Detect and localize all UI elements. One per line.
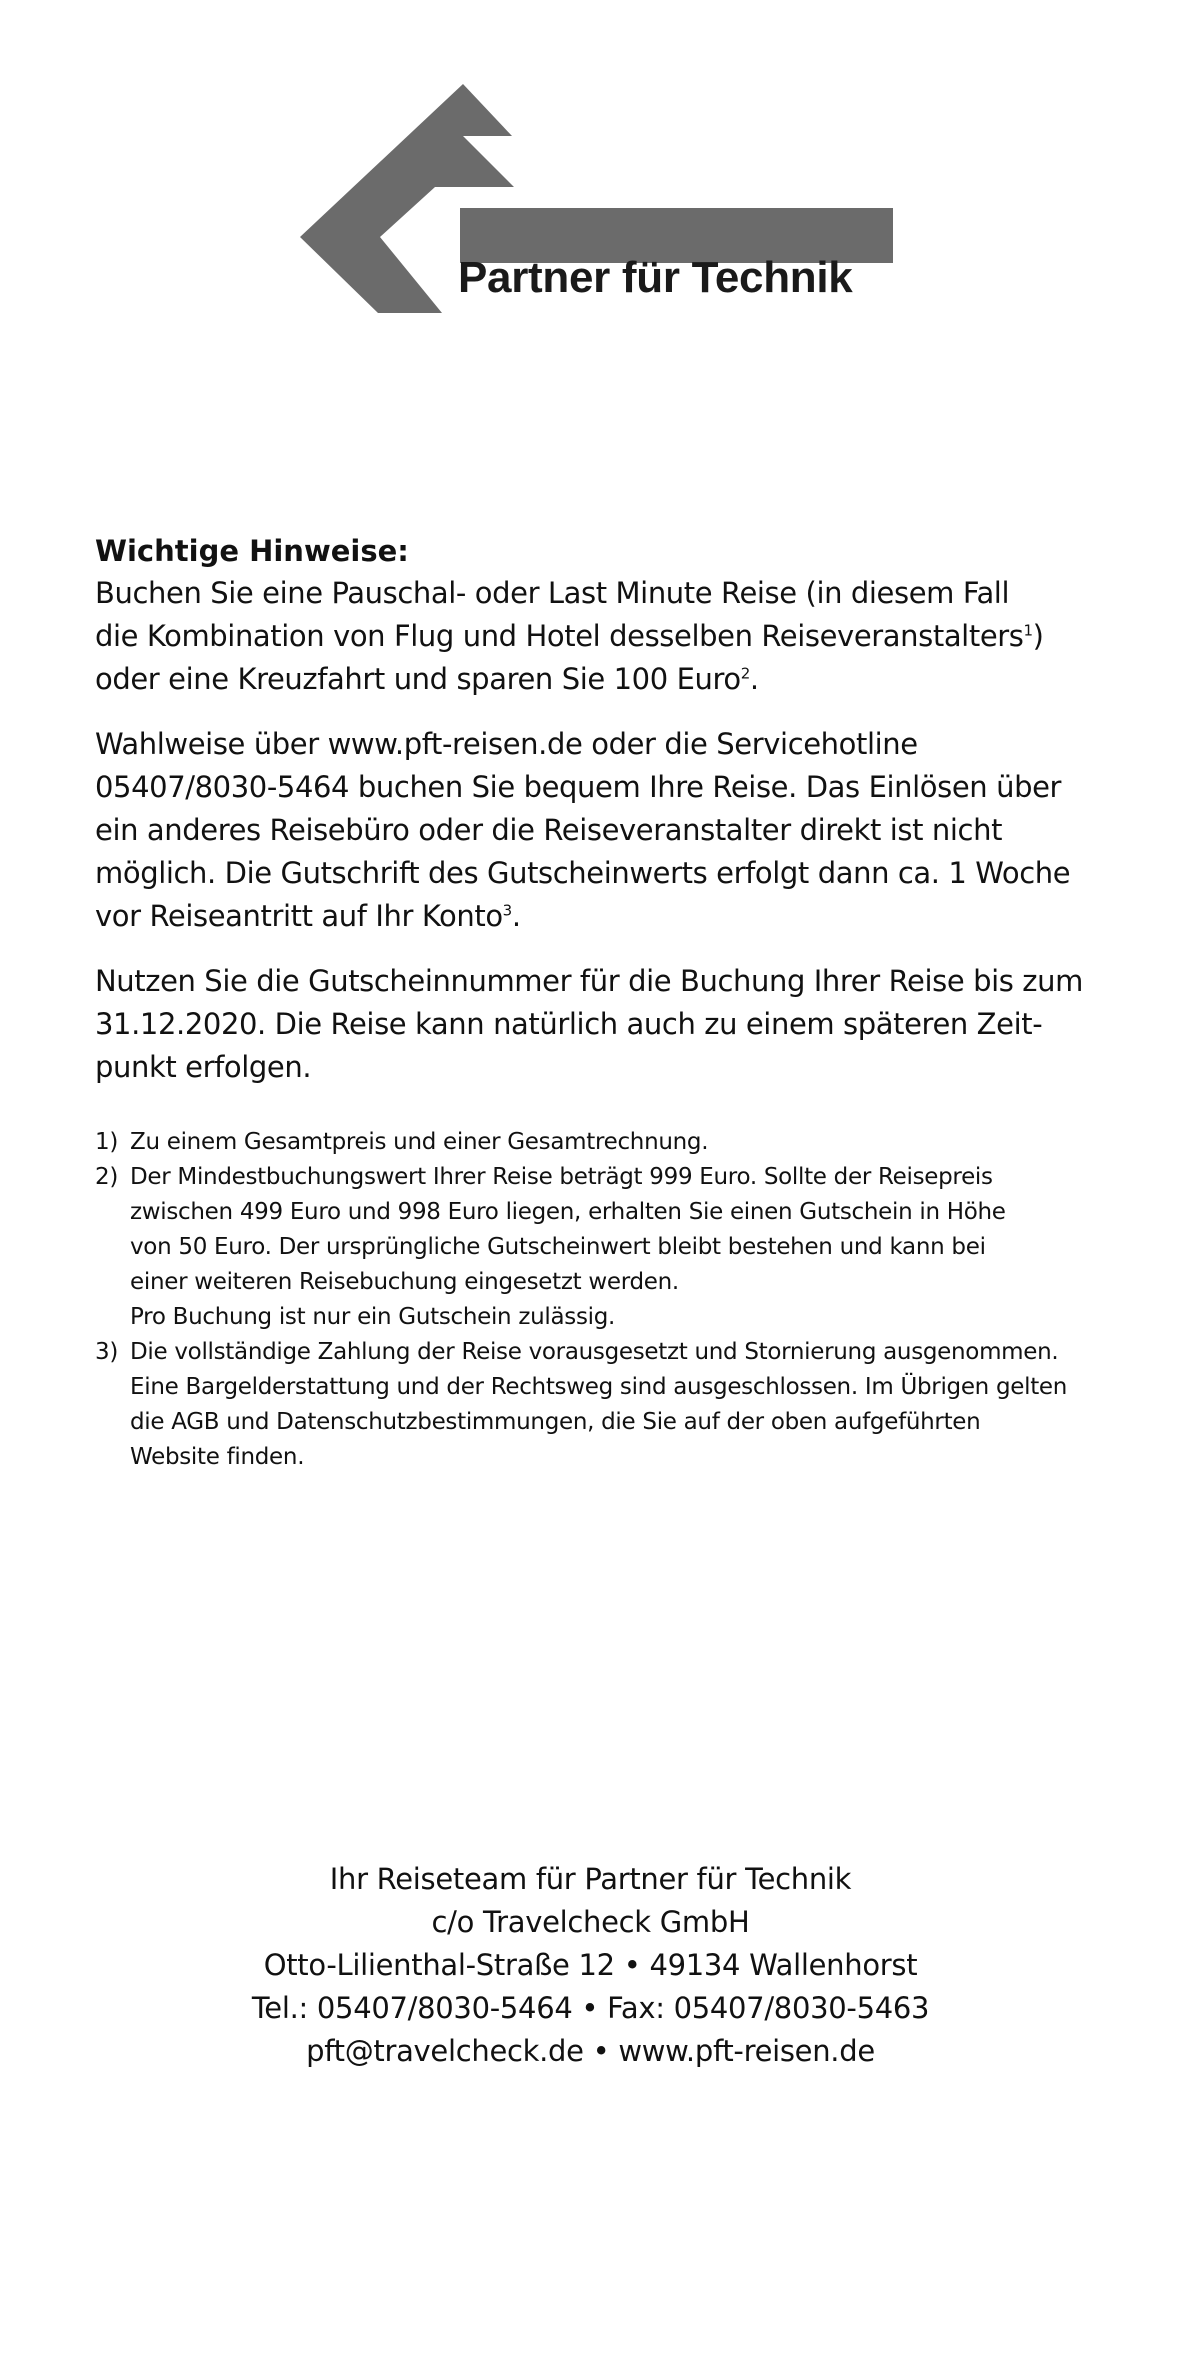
paragraph-line (95, 615, 1135, 658)
footnote-line: Website finden. (130, 1444, 305, 1470)
paragraph-text: die Kombination von Flug und Hotel desselben Reiseveranstalters (95, 619, 1024, 653)
footnote-text (130, 1160, 1006, 1335)
paragraph-line: ein anderes Reisebüro oder die Reiseveranstalter direkt ist nicht (95, 813, 1003, 847)
logo-text: Partner für Technik (458, 253, 853, 302)
paragraph-line: Buchen Sie eine Pauschal- oder Last Minute Reise (in diesem Fall (95, 576, 1010, 610)
footnote-line: die AGB und Datenschutzbestimmungen, die Sie auf der oben aufgeführten (130, 1409, 981, 1435)
footer-company-line: c/o Travelcheck GmbH (431, 1905, 750, 1939)
notice-paragraph-2 (95, 723, 1135, 938)
paragraph-text: vor Reiseantritt auf Ihr Konto (95, 899, 503, 933)
footnote-line: zwischen 499 Euro und 998 Euro liegen, erhalten Sie einen Gutschein in Höhe (130, 1199, 1006, 1225)
paragraph-text: oder eine Kreuzfahrt und sparen Sie 100 Euro (95, 662, 741, 696)
notice-heading: Wichtige Hinweise: (95, 534, 409, 568)
footnote-ref: 1 (1023, 621, 1033, 640)
footnote-ref: 2 (740, 664, 750, 683)
paragraph-line (95, 658, 1135, 701)
paragraph-line: 05407/8030-5464 buchen Sie bequem Ihre Reise. Das Einlösen über (95, 770, 1062, 804)
company-logo (300, 78, 900, 318)
footnote-line: Pro Buchung ist nur ein Gutschein zulässig. (130, 1304, 616, 1330)
footnote-number: 3) (95, 1339, 119, 1365)
footnote-item (95, 1160, 1135, 1335)
footnote-text (130, 1125, 708, 1160)
paragraph-text: ) (1032, 619, 1044, 653)
paragraph-text: . (511, 899, 521, 933)
contact-footer (0, 1858, 1181, 2073)
notice-paragraph-3 (95, 960, 1135, 1089)
footer-address-line: Otto-Lilienthal-Straße 12 • 49134 Wallenhorst (263, 1948, 918, 1982)
footer-web-line: pft@travelcheck.de • www.pft-reisen.de (306, 2034, 875, 2068)
notice-section (95, 530, 1135, 1475)
paragraph-line: Wahlweise über www.pft-reisen.de oder die Servicehotline (95, 727, 918, 761)
footnote-line: Eine Bargelderstattung und der Rechtsweg sind ausgeschlossen. Im Übrigen gelten (130, 1374, 1068, 1400)
footnote-text (130, 1335, 1067, 1475)
footnote-number: 2) (95, 1164, 119, 1190)
footnote-ref: 3 (502, 901, 512, 920)
paragraph-line: punkt erfolgen. (95, 1050, 312, 1084)
footnote-line: Die vollständige Zahlung der Reise vorausgesetzt und Stornierung ausgenommen. (130, 1339, 1059, 1365)
footer-team-line: Ihr Reiseteam für Partner für Technik (329, 1862, 852, 1896)
footnote-line: Zu einem Gesamtpreis und einer Gesamtrechnung. (130, 1129, 709, 1155)
footnote-line: Der Mindestbuchungswert Ihrer Reise beträgt 999 Euro. Sollte der Reisepreis (130, 1164, 993, 1190)
paragraph-line: Nutzen Sie die Gutscheinnummer für die Buchung Ihrer Reise bis zum (95, 964, 1083, 998)
footnote-line: von 50 Euro. Der ursprüngliche Gutscheinwert bleibt bestehen und kann bei (130, 1234, 986, 1260)
footnote-item (95, 1335, 1135, 1475)
notice-paragraph-1 (95, 572, 1135, 701)
footnote-line: einer weiteren Reisebuchung eingesetzt werden. (130, 1269, 679, 1295)
footnote-item (95, 1125, 1135, 1160)
footnotes-list (95, 1125, 1135, 1475)
paragraph-line: 31.12.2020. Die Reise kann natürlich auch zu einem späteren Zeit- (95, 1007, 1043, 1041)
footer-phone-line: Tel.: 05407/8030-5464 • Fax: 05407/8030-5463 (251, 1991, 930, 2025)
footnote-number: 1) (95, 1129, 119, 1155)
paragraph-line (95, 895, 1135, 938)
paragraph-line: möglich. Die Gutschrift des Gutscheinwerts erfolgt dann ca. 1 Woche (95, 856, 1071, 890)
paragraph-text: . (749, 662, 759, 696)
